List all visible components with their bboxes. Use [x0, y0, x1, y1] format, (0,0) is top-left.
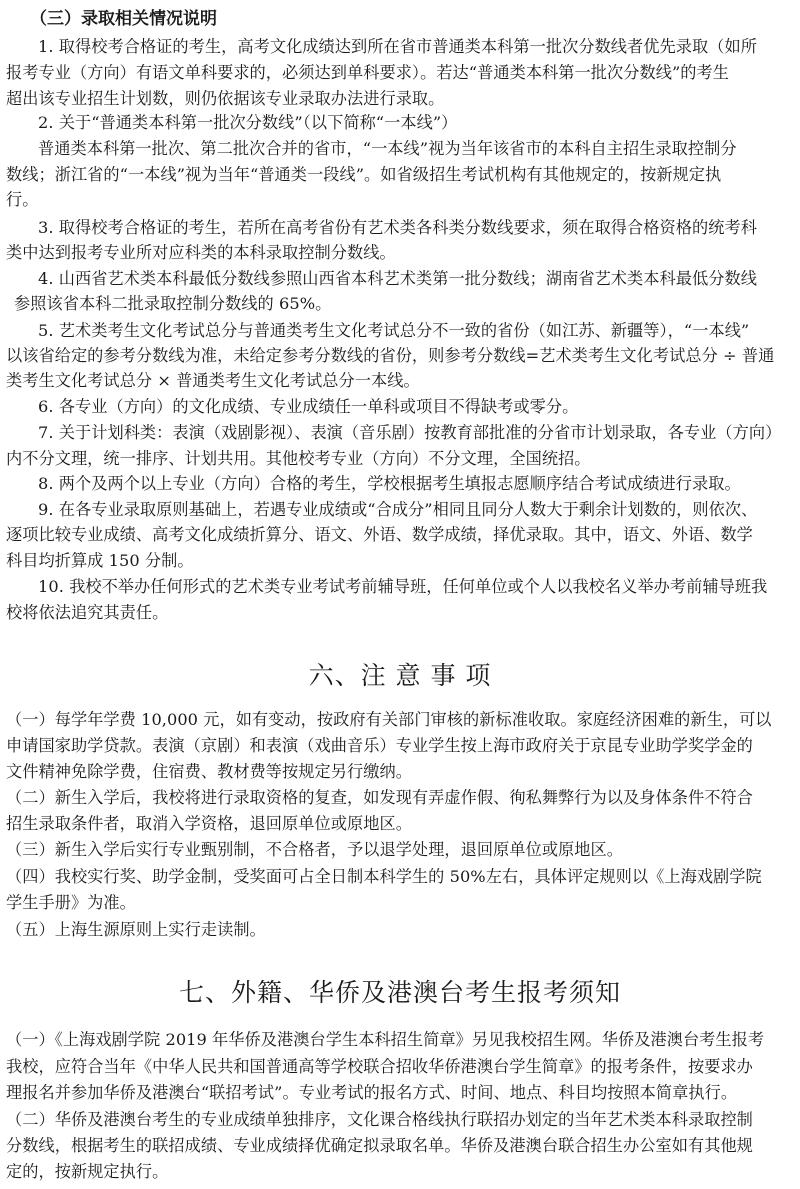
- s6-item-2-line-1: （二）新生入学后，我校将进行录取资格的复查，如发现有弄虚作假、徇私舞弊行为以及身体条件不符合: [6, 788, 753, 807]
- note-4-line-2: 参照该省本科二批录取控制分数线的 65%。: [14, 294, 332, 313]
- note-9-line-1: 9. 在各专业录取原则基础上，若遇专业成绩或“合成分”相同且同分人数大于剩余计划数的，则依次、: [38, 500, 758, 519]
- s7-item-1-line-3: 理报名并参加华侨及港澳台“联招考试”。专业考试的报名方式、时间、地点、科目均按照本简章执行。: [6, 1083, 738, 1102]
- s7-item-1-line-2: 我校，应符合当年《中华人民共和国普通高等学校联合招收华侨港澳台学生简章》的报考条件，按要求办: [6, 1057, 753, 1076]
- note-5-line-2: 以该省给定的参考分数线为准，未给定参考分数线的省份，则参考分数线=艺术类考生文化考试总分 ÷ 普通: [6, 346, 775, 365]
- note-1-line-2: 报考专业（方向）有语文单科要求的，必须达到单科要求）。若达“普通类本科第一批次分数线”的考生: [6, 63, 729, 82]
- note-7-line-2: 内不分文理，统一排序、计划共用。其他校考专业（方向）不分文理，全国统招。: [6, 449, 591, 468]
- s6-item-5-line-1: （五）上海生源原则上实行走读制。: [6, 920, 266, 939]
- s6-item-1-line-3: 文件精神免除学费，住宿费、教材费等按规定另行缴纳。: [6, 762, 412, 781]
- note-2-line-4: 行。: [6, 190, 39, 209]
- section-seven-title: 七、外籍、华侨及港澳台考生报考须知: [178, 978, 621, 1007]
- note-7-line-1: 7. 关于计划科类：表演（戏剧影视）、表演（音乐剧）按教育部批准的分省市计划录取，各专业（方向）: [38, 423, 782, 442]
- note-5-line-1: 5. 艺术类考生文化考试总分与普通类考生文化考试总分不一致的省份（如江苏、新疆等），“一本线”: [38, 321, 750, 340]
- note-2-line-1: 2. 关于“普通类本科第一批次分数线”（以下简称“一本线”）: [38, 113, 458, 132]
- s7-item-2-line-3: 定的，按新规定执行。: [6, 1162, 169, 1181]
- note-8-line-1: 8. 两个及两个以上专业（方向）合格的考生，学校根据考生填报志愿顺序结合考试成绩进行录取。: [38, 474, 741, 493]
- s6-item-1-line-1: （一）每学年学费 10,000 元，如有变动，按政府有关部门审核的新标准收取。家庭经济困难的新生，可以: [6, 710, 772, 729]
- s7-item-2-line-1: （二）华侨及港澳台考生的专业成绩单独排序，文化课合格线执行联招办划定的当年艺术类本科录取控制: [6, 1110, 753, 1129]
- note-9-line-2: 逐项比较专业成绩、高考文化成绩折算分、语文、外语、数学成绩，择优录取。其中，语文、外语、数学: [6, 525, 753, 544]
- s7-item-1-line-1: （一）《上海戏剧学院 2019 年华侨及港澳台学生本科招生简章》另见我校招生网。华侨及港澳台考生报考: [6, 1030, 765, 1049]
- note-3-line-1: 3. 取得校考合格证的考生，若所在高考省份有艺术类各科类分数线要求，须在取得合格资格的统考科: [38, 218, 757, 237]
- note-9-line-3: 科目均折算成 150 分制。: [6, 551, 194, 570]
- note-1-line-1: 1. 取得校考合格证的考生，高考文化成绩达到所在省市普通类本科第一批次分数线者优先录取（如所: [38, 37, 757, 56]
- s6-item-1-line-2: 申请国家助学贷款。表演（京剧）和表演（戏曲音乐）专业学生按上海市政府关于京昆专业助学奖学金的: [6, 736, 753, 755]
- note-10-line-2: 校将依法追究其责任。: [6, 603, 169, 622]
- note-1-line-3: 超出该专业招生计划数，则仍依据该专业录取办法进行录取。: [6, 89, 445, 108]
- s6-item-4-line-2: 学生手册》为准。: [6, 893, 136, 912]
- note-4-line-1: 4. 山西省艺术类本科最低分数线参照山西省本科艺术类第一批分数线；湖南省艺术类本科最低分数线: [38, 269, 757, 288]
- note-2-line-2: 普通类本科第一批次、第二批次合并的省市，“一本线”视为当年该省市的本科自主招生录取控制分: [38, 139, 737, 158]
- note-10-line-1: 10. 我校不举办任何形式的艺术类专业考试考前辅导班，任何单位或个人以我校名义举办考前辅导班我: [38, 577, 768, 596]
- s6-item-2-line-2: 招生录取条件者，取消入学资格，退回原单位或原地区。: [6, 814, 412, 833]
- note-3-line-2: 类中达到报考专业所对应科类的本科录取控制分数线。: [6, 243, 396, 262]
- note-5-line-3: 类考生文化考试总分 × 普通类考生文化考试总分一本线。: [6, 371, 420, 390]
- s6-item-4-line-1: （四）我校实行奖、助学金制，受奖面可占全日制本科学生的 50%左右，具体评定规则以《上海戏剧学院: [6, 867, 762, 886]
- subsection-heading: （三）录取相关情况说明: [30, 9, 217, 29]
- s7-item-2-line-2: 分数线，根据考生的联招成绩、专业成绩择优确定拟录取名单。华侨及港澳台联合招生办公室如有其他规: [6, 1136, 753, 1155]
- note-2-line-3: 数线；浙江省的“一本线”视为当年“普通类一段线”。如省级招生考试机构有其他规定的，按新规定执: [6, 165, 722, 184]
- note-6-line-1: 6. 各专业（方向）的文化成绩、专业成绩任一单科或项目不得缺考或零分。: [38, 397, 579, 416]
- s6-item-3-line-1: （三）新生入学后实行专业甄别制，不合格者，予以退学处理，退回原单位或原地区。: [6, 840, 624, 859]
- section-six-title: 六、注 意 事 项: [308, 661, 492, 690]
